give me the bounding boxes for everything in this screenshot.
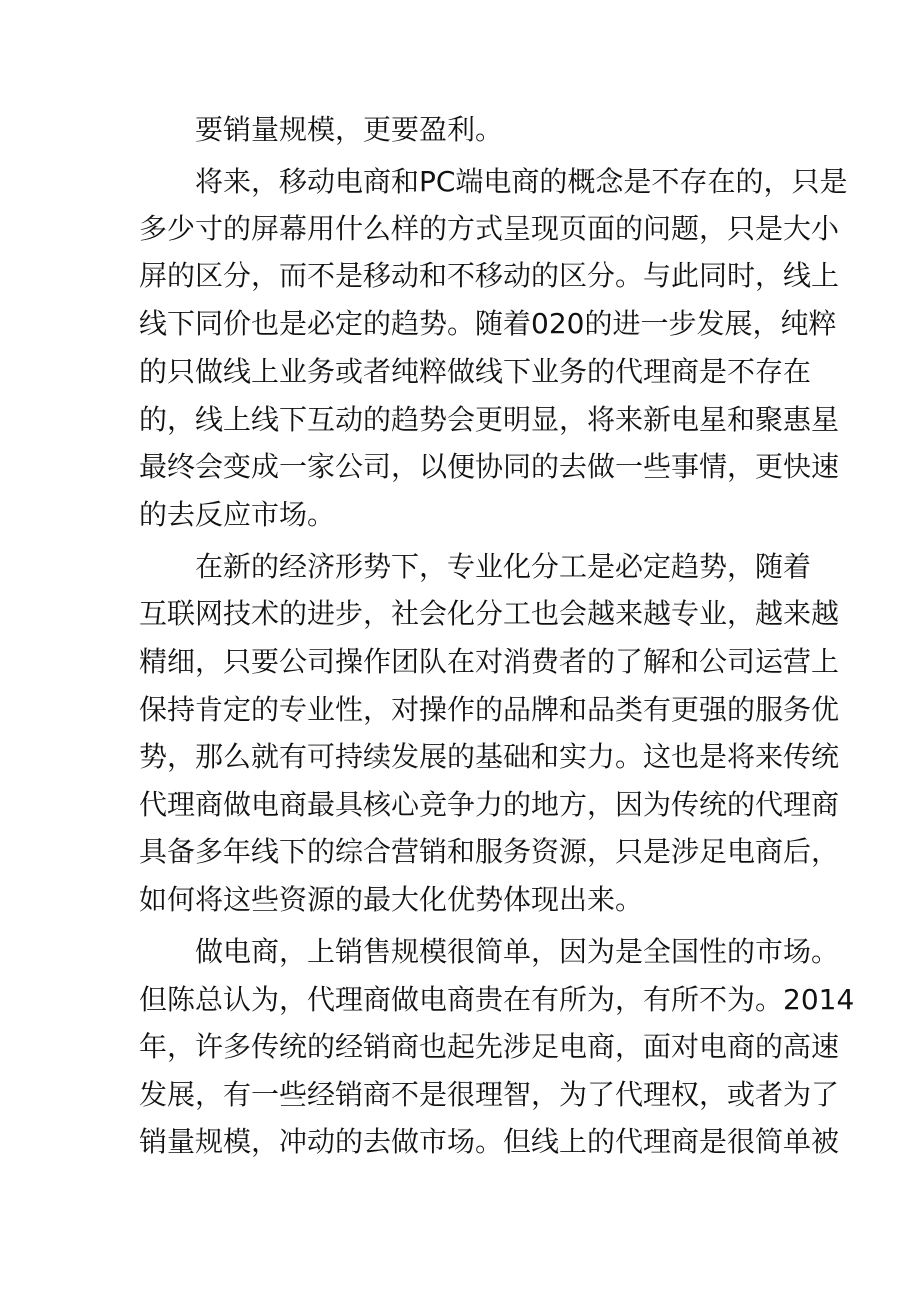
paragraph-4-line-4: 发展，有一些经销商不是很理智，为了代理权，或者为了: [139, 1078, 840, 1111]
paragraph-2-line-4: 线下同价也是必定的趋势。随着020的进一步发展，纯粹: [139, 307, 837, 340]
paragraph-3-line-2: 互联网技术的进步，社会化分工也会越来越专业，越来越: [139, 597, 840, 630]
paragraph-2-line-8: 的去反应市场。: [139, 498, 336, 531]
paragraph-3-line-6: 代理商做电商最具核心竞争力的地方，因为传统的代理商: [139, 788, 840, 821]
paragraph-3-line-4: 保持肯定的专业性，对操作的品牌和品类有更强的服务优: [139, 693, 840, 726]
paragraph-3-line-8: 如何将这些资源的最大化优势体现出来。: [139, 883, 644, 916]
paragraph-1-line-1: 要销量规模，更要盈利。: [195, 113, 504, 146]
paragraph-2-line-2: 多少寸的屏幕用什么样的方式呈现页面的问题，只是大小: [139, 212, 840, 245]
paragraph-4-line-3: 年，许多传统的经销商也起先涉足电商，面对电商的高速: [139, 1030, 840, 1063]
paragraph-3-line-3: 精细，只要公司操作团队在对消费者的了解和公司运营上: [139, 645, 840, 678]
paragraph-3-line-5: 势，那么就有可持续发展的基础和实力。这也是将来传统: [139, 740, 840, 773]
paragraph-4-line-1: 做电商，上销售规模很简单，因为是全国性的市场。: [195, 935, 840, 968]
paragraph-2-line-6: 的，线上线下互动的趋势会更明显，将来新电星和聚惠星: [139, 403, 840, 436]
paragraph-3-line-7: 具备多年线下的综合营销和服务资源，只是涉足电商后，: [139, 835, 840, 868]
paragraph-2-line-1: 将来，移动电商和PC端电商的概念是不存在的，只是: [195, 165, 848, 198]
paragraph-4-line-2: 但陈总认为，代理商做电商贵在有所为，有所不为。2014: [139, 983, 855, 1016]
paragraph-3-line-1: 在新的经济形势下，专业化分工是必定趋势，随着: [195, 550, 812, 583]
paragraph-4-line-5: 销量规模，冲动的去做市场。但线上的代理商是很简单被: [139, 1125, 840, 1158]
paragraph-2-line-5: 的只做线上业务或者纯粹做线下业务的代理商是不存在: [139, 355, 812, 388]
paragraph-2-line-3: 屏的区分，而不是移动和不移动的区分。与此同时，线上: [139, 259, 840, 292]
paragraph-2-line-7: 最终会变成一家公司，以便协同的去做一些事情，更快速: [139, 450, 840, 483]
